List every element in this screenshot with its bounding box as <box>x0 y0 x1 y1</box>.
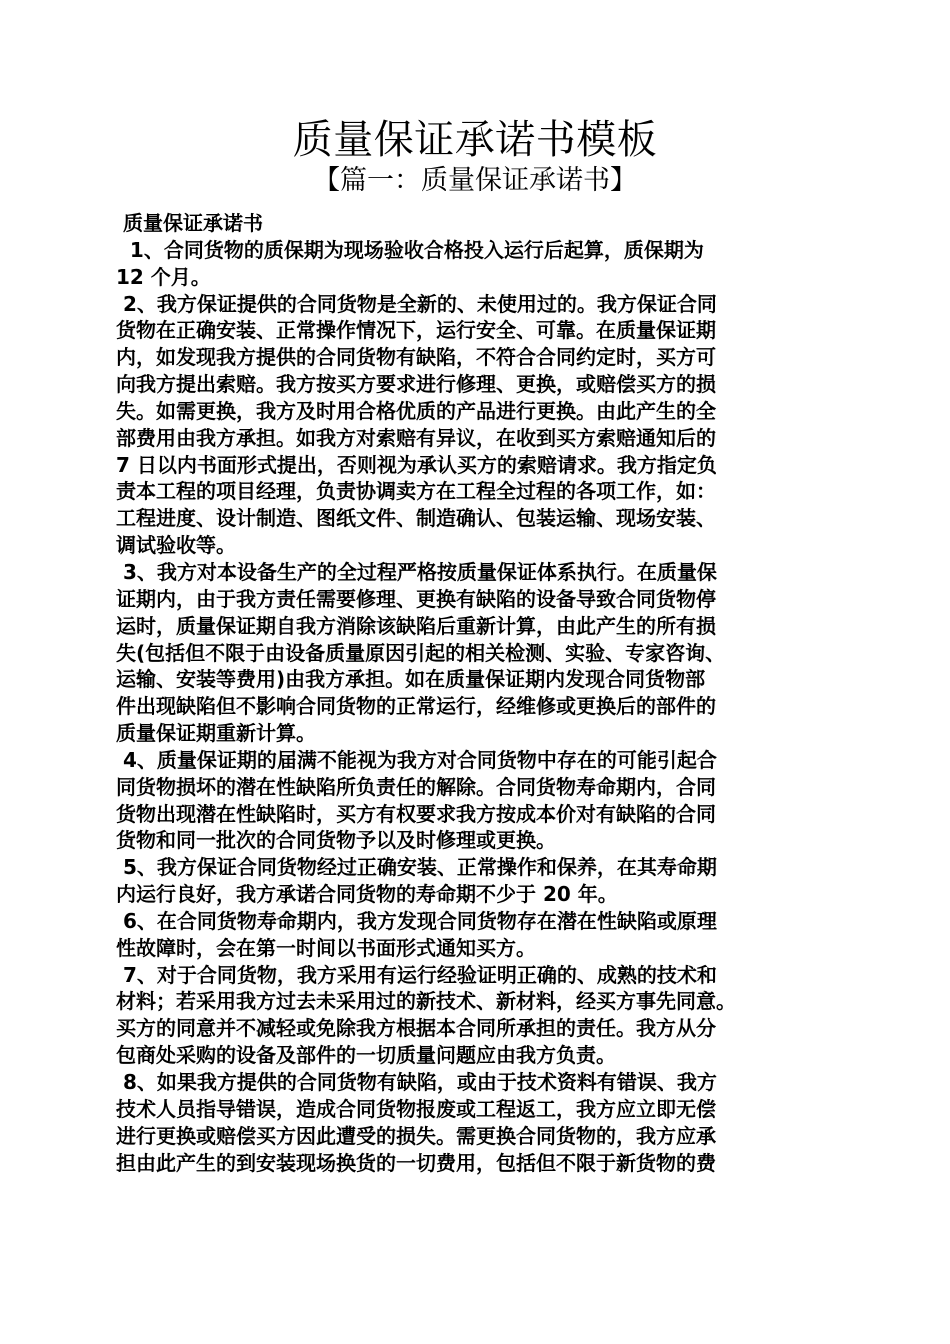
text-line: 买方的同意并不减轻或免除我方根据本合同所承担的责任。我方从分 <box>116 1016 716 1041</box>
text-line: 材料；若采用我方过去未采用过的新技术、新材料，经买方事先同意。 <box>116 989 736 1014</box>
text-line: 5、我方保证合同货物经过正确安装、正常操作和保养，在其寿命期 <box>116 855 717 880</box>
text-line: 失。如需更换，我方及时用合格优质的产品进行更换。由此产生的全 <box>116 398 716 423</box>
text-line: 质量保证承诺书 <box>116 211 263 235</box>
text-line: 运输、安装等费用)由我方承担。如在质量保证期内发现合同货物部 <box>116 667 706 692</box>
document-title: 质量保证承诺书模板 <box>292 117 658 163</box>
text-line: 性故障时，会在第一时间以书面形式通知买方。 <box>116 935 536 960</box>
text-line: 8、如果我方提供的合同货物有缺陷，或由于技术资料有错误、我方 <box>116 1070 717 1094</box>
text-line: 运时，质量保证期自我方消除该缺陷后重新计算，由此产生的所有损 <box>116 613 716 638</box>
text-line: 货物在正确安装、正常操作情况下，运行安全、可靠。在质量保证期 <box>116 318 716 343</box>
text-line: 4、质量保证期的届满不能视为我方对合同货物中存在的可能引起合 <box>116 747 717 772</box>
text-line: 调试验收等。 <box>116 533 236 558</box>
text-line: 6、在合同货物寿命期内，我方发现合同货物存在潜在性缺陷或原理 <box>116 908 717 933</box>
text-line: 向我方提出索赔。我方按买方要求进行修理、更换，或赔偿买方的损 <box>116 372 716 397</box>
text-line: 进行更换或赔偿买方因此遭受的损失。需更换合同货物的，我方应承 <box>116 1123 716 1148</box>
document-body <box>116 210 838 1176</box>
document-subtitle: 【篇一：质量保证承诺书】 <box>313 165 637 196</box>
text-line: 同货物损坏的潜在性缺陷所负责任的解除。合同货物寿命期内，合同 <box>116 774 716 799</box>
text-line: 部费用由我方承担。如我方对索赔有异议，在收到买方索赔通知后的 <box>116 425 716 450</box>
text-line: 工程进度、设计制造、图纸文件、制造确认、包装运输、现场安装、 <box>116 506 716 531</box>
text-line: 证期内，由于我方责任需要修理、更换有缺陷的设备导致合同货物停 <box>116 586 716 611</box>
text-line: 责本工程的项目经理，负责协调卖方在工程全过程的各项工作，如： <box>116 479 716 504</box>
text-line: 12 个月。 <box>116 264 211 289</box>
text-line: 货物出现潜在性缺陷时，买方有权要求我方按成本价对有缺陷的合同 <box>116 801 716 826</box>
text-line: 7、对于合同货物，我方采用有运行经验证明正确的、成熟的技术和 <box>116 962 717 987</box>
text-line: 内运行良好，我方承诺合同货物的寿命期不少于 20 年。 <box>116 882 618 907</box>
text-line: 技术人员指导错误，造成合同货物报废或工程返工，我方应立即无偿 <box>116 1096 716 1121</box>
text-line: 2、我方保证提供的合同货物是全新的、未使用过的。我方保证合同 <box>116 291 717 316</box>
text-line: 3、我方对本设备生产的全过程严格按质量保证体系执行。在质量保 <box>116 559 717 584</box>
text-line: 包商处采购的设备及部件的一切质量问题应由我方负责。 <box>116 1043 616 1068</box>
text-line: 内，如发现我方提供的合同货物有缺陷，不符合合同约定时，买方可 <box>116 345 716 370</box>
text-line: 件出现缺陷但不影响合同货物的正常运行，经维修或更换后的部件的 <box>116 694 716 719</box>
text-line: 货物和同一批次的合同货物予以及时修理或更换。 <box>116 828 556 853</box>
text-line: 失(包括但不限于由设备质量原因引起的相关检测、实验、专家咨询、 <box>116 640 726 665</box>
text-line: 1、合同货物的质保期为现场验收合格投入运行后起算，质保期为 <box>116 237 704 262</box>
text-line: 质量保证期重新计算。 <box>116 721 316 746</box>
text-line: 7 日以内书面形式提出，否则视为承认买方的索赔请求。我方指定负 <box>116 452 717 477</box>
text-line: 担由此产生的到安装现场换货的一切费用，包括但不限于新货物的费 <box>116 1150 716 1175</box>
